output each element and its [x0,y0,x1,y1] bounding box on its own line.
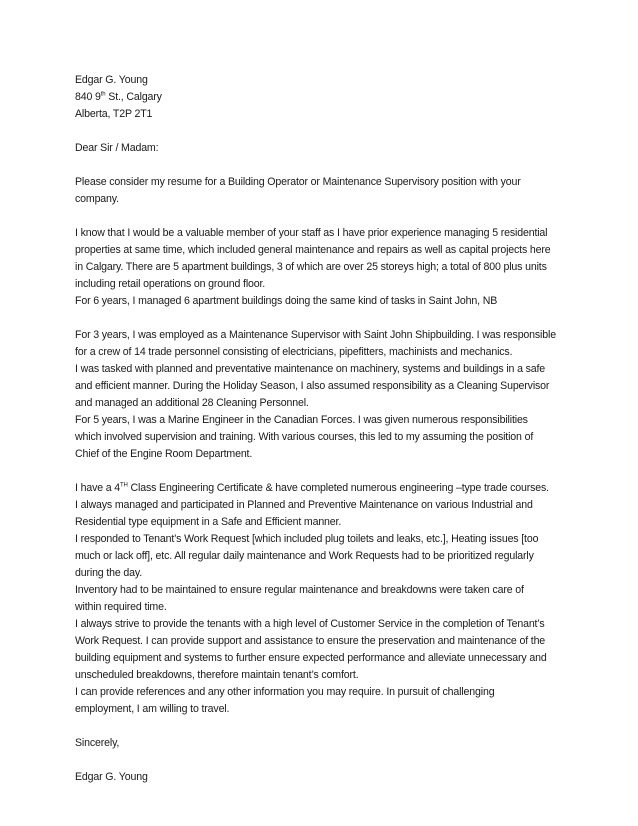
closing: Sincerely, [75,737,120,749]
calgary-experience-paragraph: I know that I would be a valuable member of your staff as I have prior experience managing 5 residential properties at same time, which included general maintenance and repairs as well as capital projects here in Calgary. There are 5 apartment buildings, 3 of which are over 25 storeys high; a total of 800 plus units including retail operations on ground floor. For 6 years, I managed 6 apartment buildings doing the same kind of tasks in Saint John, NB [75,227,551,307]
shipbuilding-experience-paragraph: For 3 years, I was employed as a Maintenance Supervisor with Saint John Shipbuilding. I was responsible for a crew of 14 trade personnel consisting of electricians, pipefitters, machinists and mechanics. I was tasked with planned and preventative maintenance on machinery, systems and buildings in a safe and efficient manner. During the Holiday Season, I also assumed responsibility as a Cleaning Supervisor and managed an additional 28 Cleaning Personnel. For 5 years, I was a Marine Engineer in the Canadian Forces. I was given numerous responsibilities which involved supervision and training. With various courses, this led to my assuming the position of Chief of the Engine Room Department. [75,329,556,460]
cover-letter [75,72,575,786]
sender-name: Edgar G. Young [75,74,148,86]
sender-address [75,72,575,123]
salutation: Dear Sir / Madam: [75,142,159,154]
sender-street: 840 9th St., Calgary [75,91,162,103]
sender-region: Alberta, T2P 2T1 [75,108,153,120]
certificate-line: I have a 4TH Class Engineering Certificate & have completed numerous engineering –type trade courses. [75,482,549,494]
intro-paragraph: Please consider my resume for a Building Operator or Maintenance Supervisory position with your company. [75,176,521,205]
signature-name: Edgar G. Young [75,771,148,783]
certificate-paragraph: I have a 4TH Class Engineering Certificate & have completed numerous engineering –type trade courses. I always managed and participated in Planned and Preventive Maintenance on various Industrial and Residential type equipment in a Safe and Efficient manner. I responded to Tenant’s Work Request [which included plug toilets and leaks, etc.], Heating issues [too much or lack off], etc. All regular daily maintenance and Work Requests had to be prioritized regularly during the day. Inventory had to be maintained to ensure regular maintenance and breakdowns were taken care of within required time. I always strive to provide the tenants with a high level of Customer Service in the completion of Tenant’s Work Request. I can provide support and assistance to ensure the preservation and maintenance of the building equipment and systems to further ensure expected performance and alleviate unnecessary and unscheduled breakdowns, therefore maintain tenant’s comfort. I can provide references and any other information you may require. In pursuit of challenging employment, I am willing to travel. [75,480,575,718]
